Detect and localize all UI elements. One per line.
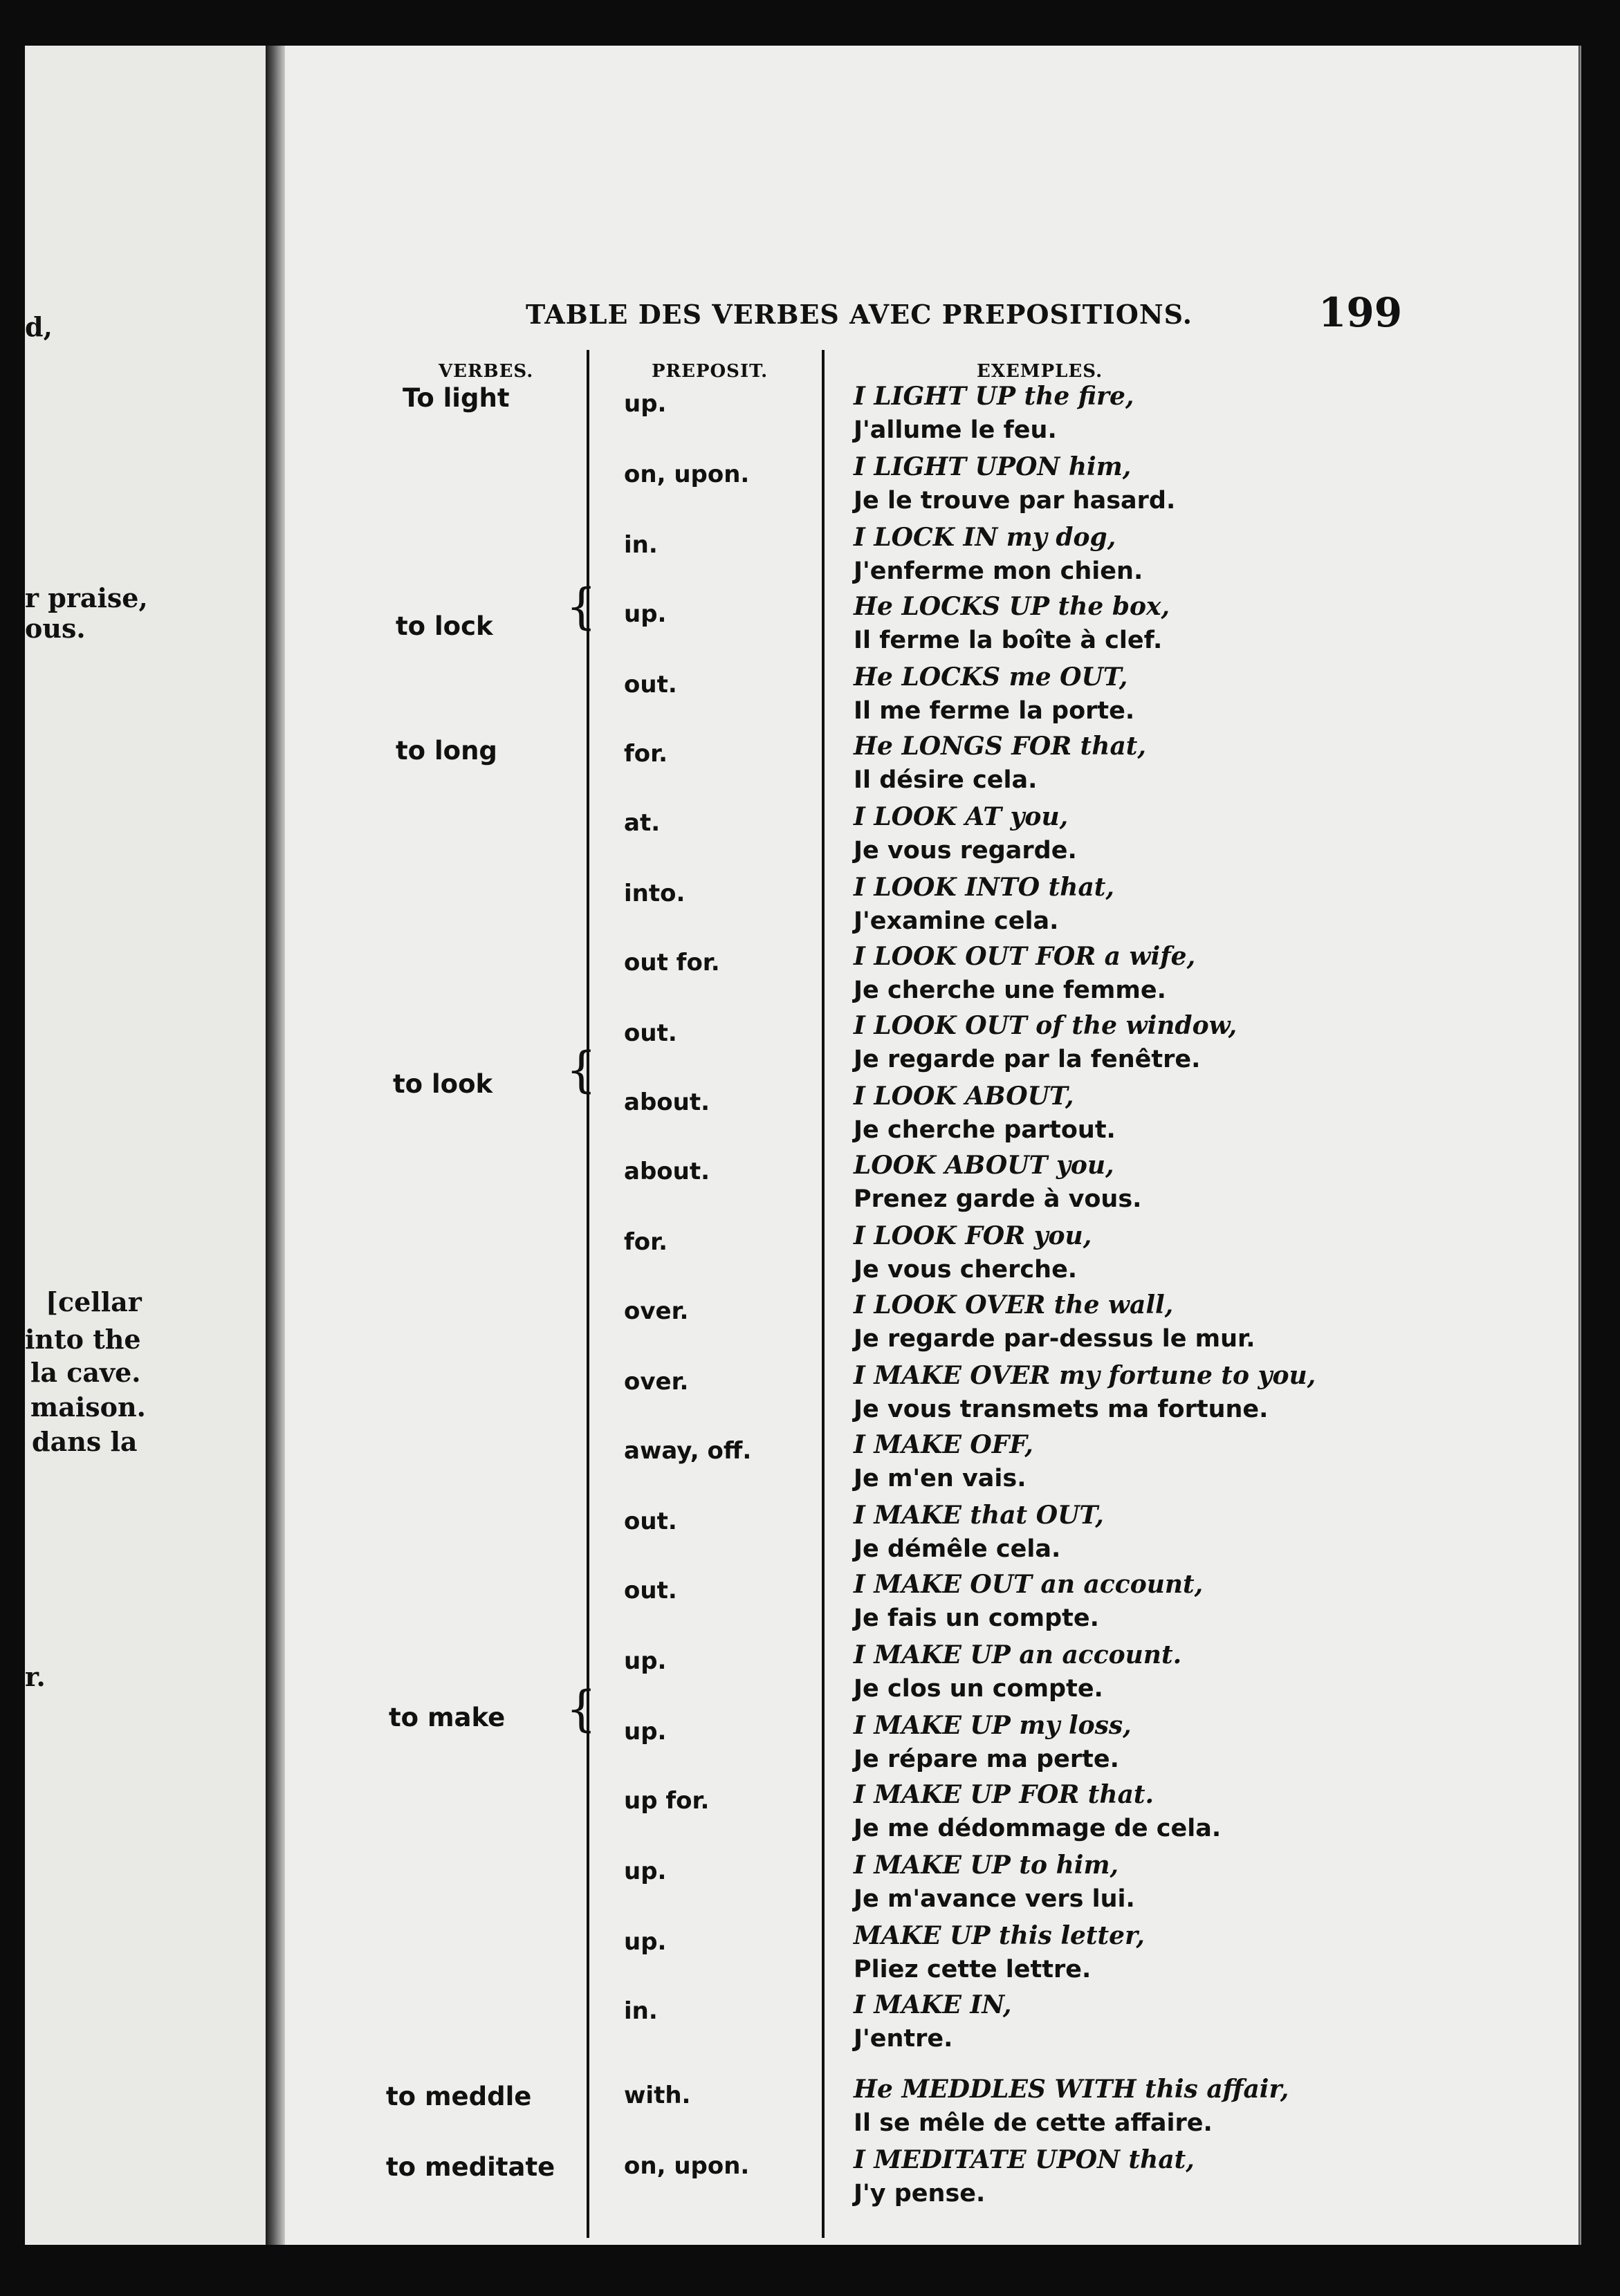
example-french: Je vous cherche. — [854, 1256, 1078, 1284]
example-english: I LOOK FOR you, — [854, 1221, 1092, 1250]
verb-to-lock: to lock — [396, 611, 493, 641]
example-french: J'examine cela. — [854, 907, 1059, 935]
example-french: Prenez garde à vous. — [854, 1185, 1142, 1213]
example-french: Je m'en vais. — [854, 1465, 1027, 1492]
left-page-fragment: dans la — [32, 1426, 138, 1457]
brace-to-look: { — [566, 1041, 597, 1098]
example-french: Je répare ma perte. — [854, 1746, 1119, 1773]
example-french: Je cherche partout. — [854, 1116, 1116, 1144]
example-french: Il se mêle de cette affaire. — [854, 2109, 1213, 2137]
brace-to-make: { — [566, 1681, 597, 1737]
example-english: I LOOK OUT of the window, — [854, 1011, 1237, 1040]
example-french: Je clos un compte. — [854, 1675, 1103, 1703]
verb-to-light: To light — [403, 383, 510, 413]
verb-to-look: to look — [393, 1069, 493, 1099]
prep: with. — [624, 2082, 691, 2109]
example-english: He LOCKS UP the box, — [854, 592, 1170, 621]
scanned-book-spread — [25, 46, 1581, 2245]
example-english: I MAKE IN, — [854, 1990, 1012, 2019]
prep: in. — [624, 531, 658, 559]
example-english: I LOOK ABOUT, — [854, 1082, 1074, 1111]
example-english: I MAKE UP to him, — [854, 1851, 1119, 1880]
example-english: I LOOK OVER the wall, — [854, 1290, 1174, 1320]
example-english: I MAKE OUT an account, — [854, 1570, 1204, 1599]
example-french: Il me ferme la porte. — [854, 697, 1135, 725]
prep: out. — [624, 1577, 677, 1604]
example-english: He LONGS FOR that, — [854, 732, 1146, 761]
example-english: I MAKE UP FOR that. — [854, 1780, 1154, 1809]
prep: up. — [624, 1928, 667, 1956]
prep: out. — [624, 1508, 677, 1535]
page-title: TABLE DES VERBES AVEC PREPOSITIONS. — [526, 299, 1193, 330]
example-english: LOOK ABOUT you, — [854, 1151, 1114, 1180]
verb-to-make: to make — [389, 1703, 506, 1732]
prep: for. — [624, 740, 668, 768]
example-english: I MAKE OVER my fortune to you, — [854, 1361, 1316, 1390]
left-page-fragment: ous. — [25, 613, 86, 644]
left-page-fragment: r. — [25, 1661, 46, 1692]
prep: on, upon. — [624, 2152, 750, 2180]
page-stack-edge — [1578, 46, 1581, 2245]
example-french: Il désire cela. — [854, 766, 1038, 794]
example-french: Je me dédommage de cela. — [854, 1815, 1222, 1842]
example-french: Je vous transmets ma fortune. — [854, 1396, 1269, 1423]
example-french: Je cherche une femme. — [854, 976, 1166, 1004]
prep: at. — [624, 809, 661, 837]
left-page-fragment: r praise, — [25, 582, 148, 613]
example-french: Je regarde par la fenêtre. — [854, 1046, 1201, 1073]
prep: out. — [624, 1019, 677, 1047]
example-french: J'allume le feu. — [854, 416, 1057, 444]
example-english: I LIGHT UPON him, — [854, 452, 1132, 481]
column-head-exemples: EXEMPLES. — [977, 361, 1103, 382]
example-french: Je démêle cela. — [854, 1535, 1061, 1563]
page-number: 199 — [1318, 289, 1403, 336]
example-english: I MAKE that OUT, — [854, 1501, 1104, 1530]
example-french: J'entre. — [854, 2025, 953, 2053]
verb-to-long: to long — [396, 736, 497, 766]
prep: up. — [624, 1647, 667, 1675]
example-english: He MEDDLES WITH this affair, — [854, 2075, 1289, 2104]
left-page-edge — [25, 46, 274, 2245]
example-french: Je vous regarde. — [854, 837, 1077, 864]
verb-to-meddle: to meddle — [386, 2082, 532, 2111]
prep: for. — [624, 1228, 668, 1256]
prep: over. — [624, 1297, 689, 1325]
prep: up. — [624, 600, 667, 628]
example-french: Je m'avance vers lui. — [854, 1885, 1135, 1913]
example-french: J'enferme mon chien. — [854, 557, 1143, 585]
example-french: Pliez cette lettre. — [854, 1956, 1092, 1983]
example-english: I MAKE OFF, — [854, 1430, 1033, 1459]
example-french: J'y pense. — [854, 2180, 986, 2207]
prep: out for. — [624, 949, 720, 976]
prep: into. — [624, 880, 685, 907]
example-english: I MAKE UP my loss, — [854, 1711, 1132, 1740]
verb-to-meditate: to meditate — [386, 2152, 555, 2182]
column-head-verbes: VERBES. — [439, 361, 534, 382]
example-french: Je fais un compte. — [854, 1604, 1099, 1632]
example-french: Je regarde par-dessus le mur. — [854, 1325, 1255, 1353]
column-head-preposit: PREPOSIT. — [652, 361, 768, 382]
left-page-fragment: maison. — [30, 1391, 146, 1423]
prep: about. — [624, 1158, 710, 1185]
example-english: I MAKE UP an account. — [854, 1640, 1182, 1669]
example-english: I LOOK OUT FOR a wife, — [854, 942, 1196, 971]
example-english: I LIGHT UP the fire, — [854, 382, 1134, 411]
prep: away, off. — [624, 1437, 752, 1465]
example-english: I LOOK AT you, — [854, 802, 1069, 831]
example-english: I LOOK INTO that, — [854, 873, 1114, 902]
example-english: I LOCK IN my dog, — [854, 523, 1116, 552]
prep: out. — [624, 671, 677, 698]
left-page-fragment: [cellar — [46, 1286, 142, 1317]
prep: in. — [624, 1997, 658, 2025]
example-english: MAKE UP this letter, — [854, 1921, 1145, 1950]
brace-to-lock: { — [566, 578, 597, 635]
book-gutter — [266, 46, 285, 2245]
example-english: He LOCKS me OUT, — [854, 663, 1128, 692]
prep: up. — [624, 390, 667, 418]
left-page-fragment: la cave. — [30, 1357, 141, 1388]
example-french: Il ferme la boîte à clef. — [854, 627, 1163, 654]
prep: over. — [624, 1368, 689, 1396]
prep: about. — [624, 1089, 710, 1116]
prep: up. — [624, 1858, 667, 1885]
prep: up for. — [624, 1787, 710, 1815]
left-page-fragment: into the — [25, 1324, 141, 1355]
left-page-fragment: d, — [25, 311, 53, 342]
prep: up. — [624, 1718, 667, 1746]
column-rule-right — [822, 350, 825, 2238]
example-english: I MEDITATE UPON that, — [854, 2145, 1195, 2174]
example-french: Je le trouve par hasard. — [854, 487, 1176, 515]
prep: on, upon. — [624, 461, 750, 488]
